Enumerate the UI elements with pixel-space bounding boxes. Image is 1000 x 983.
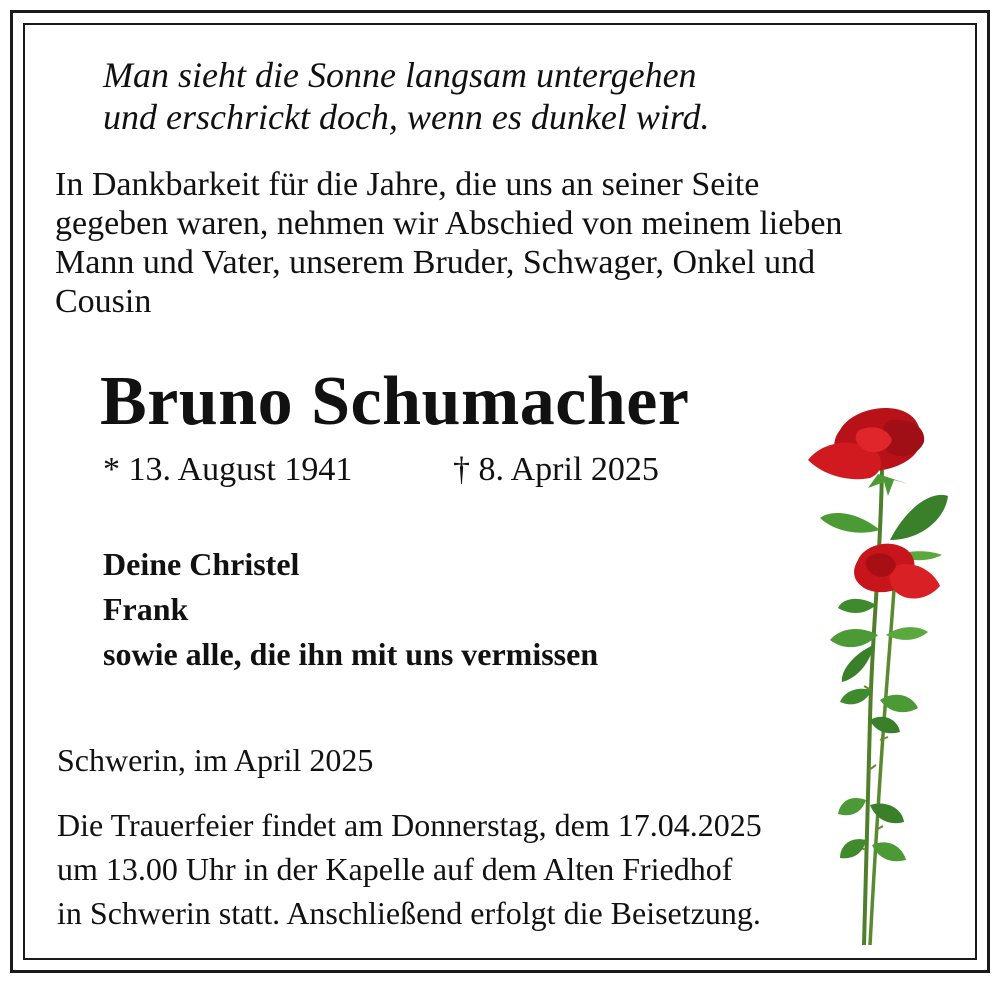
funeral-line-3: in Schwerin statt. Anschließend erfolgt die Beisetzung. <box>57 895 761 931</box>
intro-line-1: In Dankbarkeit für die Jahre, die uns an seiner Seite <box>55 166 760 203</box>
mourner-line-2: Frank <box>103 591 189 627</box>
motto-verse <box>103 54 710 138</box>
funeral-line-2: um 13.00 Uhr in der Kapelle auf dem Alten Friedhof <box>57 851 733 887</box>
red-roses-icon <box>800 390 970 950</box>
life-dates <box>103 450 659 490</box>
birth-date: * 13. August 1941 <box>103 451 353 488</box>
funeral-notice <box>57 803 762 935</box>
motto-line-2: und erschrickt doch, wenn es dunkel wird. <box>103 97 710 137</box>
mourner-line-1: Deine Christel <box>103 546 300 582</box>
motto-line-1: Man sieht die Sonne langsam untergehen <box>103 55 697 95</box>
funeral-line-1: Die Trauerfeier findet am Donnerstag, dem 17.04.2025 <box>57 807 762 843</box>
intro-text <box>55 165 960 321</box>
place-and-date: Schwerin, im April 2025 <box>57 742 374 778</box>
mourners-list <box>103 542 598 677</box>
intro-line-3: Mann und Vater, unserem Bruder, Schwager, Onkel und <box>55 244 816 281</box>
death-date: † 8. April 2025 <box>453 451 659 488</box>
intro-line-2: gegeben waren, nehmen wir Abschied von meinem lieben <box>55 205 843 242</box>
mourner-line-3: sowie alle, die ihn mit uns vermissen <box>103 636 599 672</box>
intro-line-4: Cousin <box>55 283 152 320</box>
deceased-name: Bruno Schumacher <box>100 363 690 440</box>
